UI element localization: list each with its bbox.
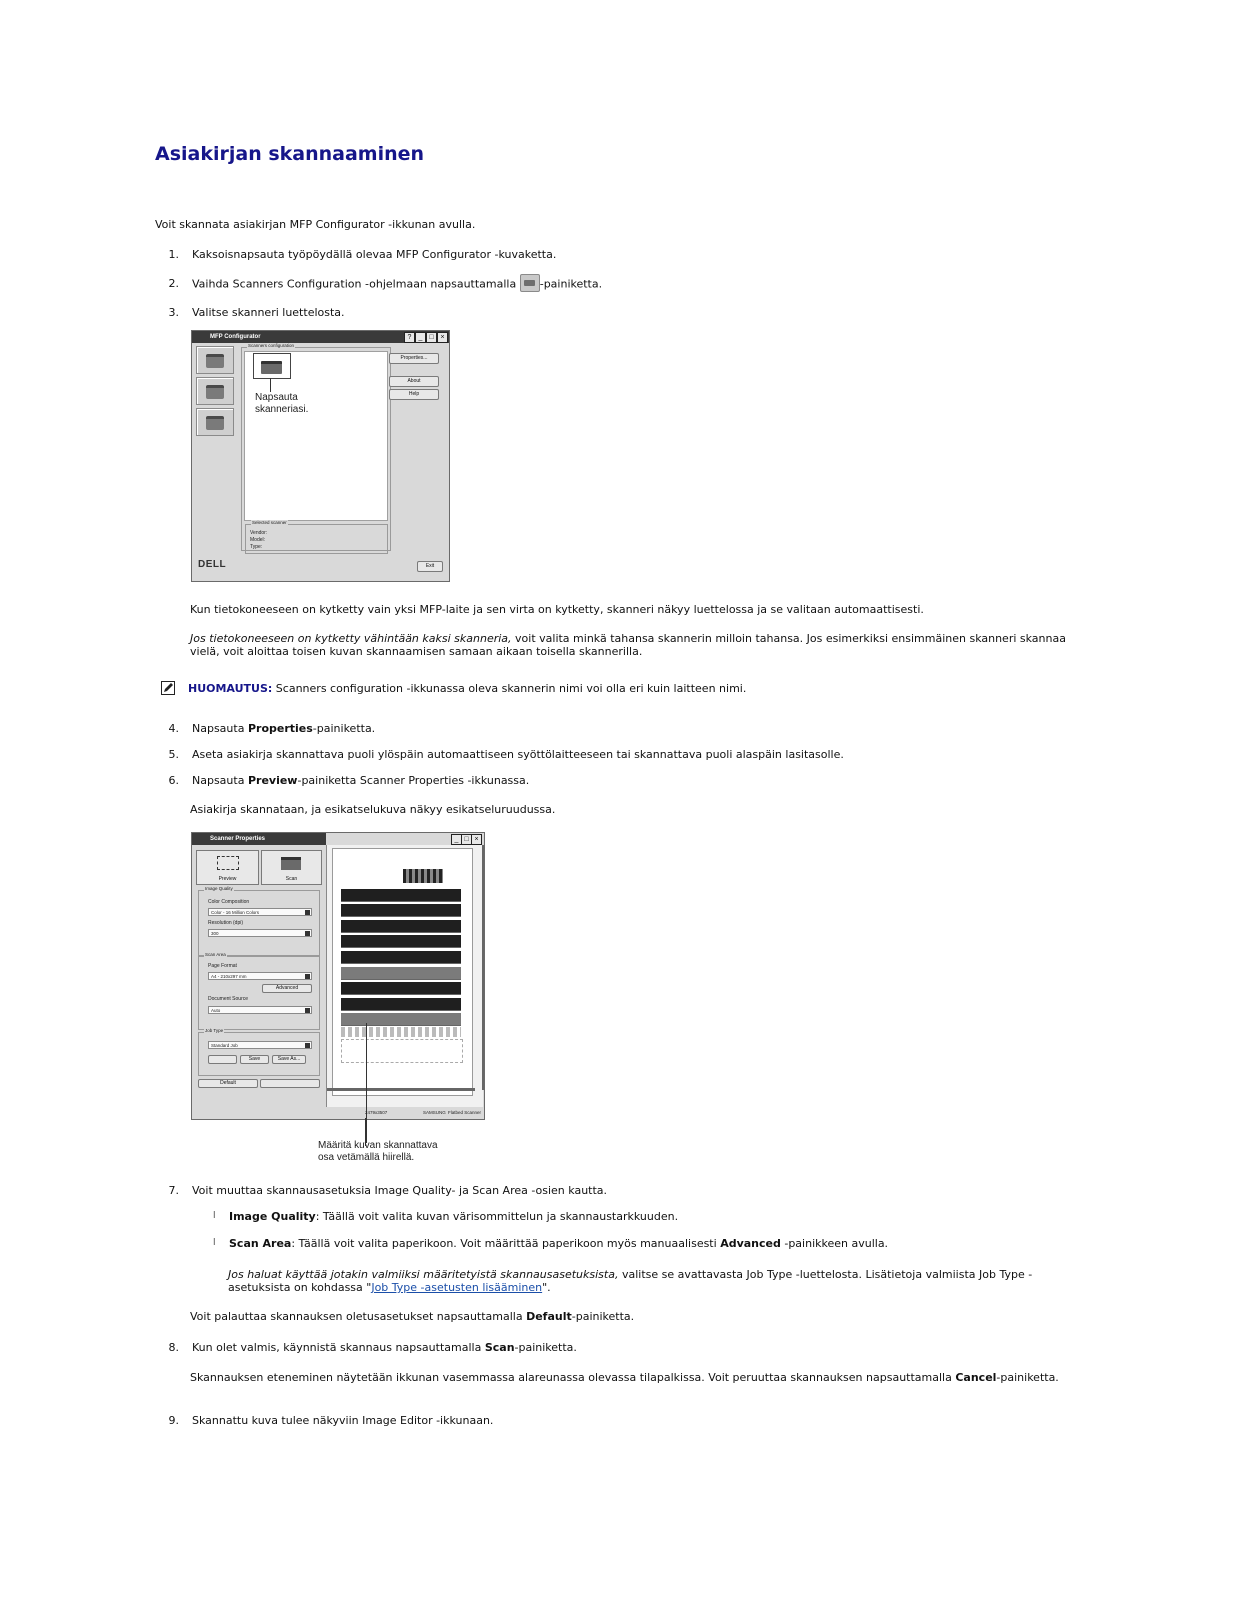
preview-page	[332, 848, 473, 1096]
step-7-text: Voit muuttaa skannausasetuksia Image Quality- ja Scan Area -osien kautta.	[192, 1184, 608, 1197]
step-6-paragraph: Asiakirja skannataan, ja esikatselukuva näkyy esikatseluruudussa.	[190, 803, 556, 816]
step-2-text	[192, 277, 602, 292]
preview-color-blocks	[403, 869, 443, 883]
chevron-down-icon	[305, 1008, 310, 1013]
note-text	[188, 682, 746, 695]
plain-text: Skannauksen eteneminen näytetään ikkunan vasemmassa alareunassa olevassa tilapalkissa. Voit peruuttaa skannauksen napsauttamalla	[190, 1371, 956, 1384]
step-8-text	[192, 1341, 577, 1354]
italic-text: Jos tietokoneeseen on kytketty vähintään kaksi skanneria,	[190, 632, 512, 645]
job-type-settings-link[interactable]: Job Type -asetusten lisääminen	[371, 1281, 543, 1294]
fax-config-button	[196, 408, 234, 436]
step-number: 7.	[168, 1184, 179, 1197]
scan-callout-line-1: Määritä kuvan skannattava	[318, 1140, 438, 1151]
preview-icon	[217, 856, 239, 870]
dropdown-value: Auto	[211, 1008, 221, 1013]
step-8-paragraph	[190, 1371, 1060, 1384]
chevron-down-icon	[305, 910, 310, 915]
group-title: Job Type	[205, 1028, 224, 1033]
callout-line-1: Napsauta	[255, 392, 298, 403]
intro-text: Voit skannata asiakirjan MFP Configurator -ikkunan avulla.	[155, 218, 476, 231]
bold-text: Scan Area	[229, 1237, 292, 1250]
resolution-label: Resolution (dpi)	[208, 920, 244, 926]
italic-text: Jos haluat käyttää jotakin valmiiksi määritetyistä skannausasetuksista,	[228, 1268, 619, 1281]
page-format-label: Page Format	[208, 963, 237, 969]
document-source-label: Document Source	[208, 996, 249, 1002]
plain-text: -painikkeen avulla.	[780, 1237, 889, 1250]
step-2-text-b: -painiketta.	[539, 277, 603, 291]
step-2-text-a: Vaihda Scanners Configuration -ohjelmaan napsauttamalla	[192, 277, 520, 291]
dropdown-value: Color - 16 Million Colors	[211, 910, 260, 915]
step-4-text	[192, 722, 375, 735]
plain-text: : Täällä voit valita kuvan värisommittelun ja skannaustarkkuuden.	[315, 1210, 679, 1223]
resolution-dropdown	[208, 929, 312, 937]
mfp-title-bar: MFP Configurator	[192, 331, 449, 343]
save-button: Save	[240, 1055, 269, 1064]
plain-text: -painiketta.	[514, 1341, 577, 1354]
scan-icon	[281, 857, 301, 870]
maximize-icon: □	[426, 332, 437, 343]
step-number: 2.	[168, 277, 179, 290]
page-format-dropdown	[208, 972, 312, 980]
bold-text: Default	[526, 1310, 572, 1323]
document-source-dropdown	[208, 1006, 312, 1014]
delete-job-button	[208, 1055, 237, 1064]
bold-text: Advanced	[720, 1237, 781, 1250]
close-icon: ×	[471, 834, 482, 845]
group-title: Image Quality	[205, 886, 233, 891]
selected-scanner-group	[245, 520, 388, 554]
bullet-icon: l	[213, 1211, 216, 1221]
scan-button: Scan	[261, 850, 322, 885]
default-button: Default	[198, 1079, 258, 1088]
exit-button: Exit	[417, 561, 443, 572]
group-title: Scanners configuration	[248, 343, 295, 348]
mfp-configurator-screenshot	[191, 330, 450, 582]
scanner-config-button	[196, 377, 234, 405]
plain-text: Napsauta	[192, 774, 248, 787]
group-title: Scan Area	[205, 952, 226, 957]
scan-callout-line-2: osa vetämällä hiirellä.	[318, 1152, 415, 1163]
save-as-button: Save As...	[272, 1055, 306, 1064]
bold-text: Scan	[484, 1341, 515, 1354]
step-3-paragraph-1: Kun tietokoneeseen on kytketty vain yksi MFP-laite ja sen virta on kytketty, skanneri näkyy luettelossa ja se valitaan automaattisesti.	[190, 603, 924, 616]
step-7-bullet-2	[229, 1237, 888, 1250]
scroll-edge	[327, 1088, 475, 1091]
step-1-text: Kaksoisnapsauta työpöydällä olevaa MFP Configurator -kuvaketta.	[192, 248, 557, 261]
minimize-icon: _	[451, 834, 462, 845]
printer-config-button	[196, 346, 234, 374]
color-label: Color Composition	[208, 899, 250, 905]
step-number: 9.	[168, 1414, 179, 1427]
help-button: Help	[389, 389, 439, 400]
scanner-list-item	[253, 353, 291, 379]
step-number: 6.	[168, 774, 179, 787]
status-type: Flatbed Scanner	[448, 1110, 482, 1115]
plain-text: -painiketta Scanner Properties -ikkunassa.	[297, 774, 530, 787]
selection-frame	[341, 1039, 463, 1063]
properties-button: Properties...	[389, 353, 439, 364]
status-size: 2479x3507	[365, 1110, 388, 1115]
type-label: Type:	[250, 544, 263, 550]
step-7-default-text	[190, 1310, 634, 1323]
plain-text: Kun olet valmis, käynnistä skannaus napsauttamalla	[192, 1341, 485, 1354]
chevron-down-icon	[305, 1043, 310, 1048]
bold-text: Preview	[247, 774, 298, 787]
pencil-note-icon	[161, 681, 175, 695]
vendor-label: Vendor:	[250, 530, 268, 536]
plain-text: Voit palauttaa skannauksen oletusasetukset napsauttamalla	[190, 1310, 527, 1323]
plain-text: valitse se avattavasta Job Type -luettelosta. Lisätietoja valmiista Job Type -asetuksista on kohdassa "	[228, 1268, 1033, 1294]
dropdown-value: 300	[211, 931, 219, 936]
scanner-toolbar-icon	[520, 274, 540, 292]
bold-text: Cancel	[955, 1371, 997, 1384]
color-dropdown	[208, 908, 312, 916]
minimize-icon: _	[415, 332, 426, 343]
bold-text: Properties	[247, 722, 313, 735]
note-label: HUOMAUTUS:	[188, 682, 273, 695]
plain-text: -painiketta.	[996, 1371, 1059, 1384]
scanner-properties-screenshot	[191, 832, 485, 1120]
step-number: 3.	[168, 306, 179, 319]
step-5-text: Aseta asiakirja skannattava puoli ylöspäin automaattiseen syöttölaitteeseen tai skannattava puoli alaspäin lasitasolle.	[192, 748, 844, 761]
step-9-text: Skannattu kuva tulee näkyviin Image Editor -ikkunaan.	[192, 1414, 494, 1427]
step-7-paragraph	[228, 1268, 1078, 1294]
cancel-button	[260, 1079, 320, 1088]
page-title: Asiakirjan skannaaminen	[155, 143, 425, 165]
plain-text: -painiketta.	[312, 722, 376, 735]
scroll-edge-right	[482, 845, 484, 1090]
status-brand: SAMSUNG	[423, 1110, 446, 1115]
scanner-icon	[261, 361, 282, 374]
note-body: Scanners configuration -ikkunassa oleva skannerin nimi voi olla eri kuin laitteen nimi.	[272, 682, 747, 695]
plain-text: voit valita minkä tahansa skannerin milloin tahansa. Jos esimerkiksi ensimmäinen skanneri skannaa vielä, voit aloittaa toisen kuvan skannaamisen samaan aikaan toisella skannerilla.	[190, 632, 1066, 658]
step-6-text	[192, 774, 529, 787]
about-button: About	[389, 376, 439, 387]
chevron-down-icon	[305, 974, 310, 979]
scanner-title-bar: Scanner Properties	[192, 833, 326, 845]
plain-text: : Täällä voit valita paperikoon. Voit määrittää paperikoon myös manuaalisesti	[291, 1237, 721, 1250]
model-label: Model:	[250, 537, 266, 543]
dell-logo: DELL	[198, 559, 227, 570]
step-number: 5.	[168, 748, 179, 761]
step-number: 4.	[168, 722, 179, 735]
dropdown-value: A4 - 210x297 mm	[211, 974, 247, 979]
callout-line	[366, 1023, 367, 1143]
callout-line-2: skanneriasi.	[255, 404, 309, 415]
close-icon: ×	[437, 332, 448, 343]
maximize-icon: □	[461, 834, 472, 845]
plain-text: -painiketta.	[571, 1310, 635, 1323]
step-number: 1.	[168, 248, 179, 261]
chevron-down-icon	[305, 931, 310, 936]
group-title: Selected scanner	[252, 520, 287, 525]
step-3-paragraph-2	[190, 632, 1075, 658]
bold-text: Image Quality	[229, 1210, 316, 1223]
plain-text: ".	[542, 1281, 551, 1294]
step-3-text: Valitse skanneri luettelosta.	[192, 306, 345, 319]
dropdown-value: Standard Job	[211, 1043, 238, 1048]
plain-text: Napsauta	[192, 722, 248, 735]
callout-line	[270, 378, 271, 392]
bullet-icon: l	[213, 1238, 216, 1248]
job-type-group	[198, 1028, 320, 1076]
job-type-dropdown	[208, 1041, 312, 1049]
step-number: 8.	[168, 1341, 179, 1354]
preview-button: Preview	[196, 850, 259, 885]
step-7-bullet-1	[229, 1210, 678, 1223]
help-icon: ?	[404, 332, 415, 343]
preview-scanned-content	[341, 889, 461, 1037]
advanced-button: Advanced	[262, 984, 312, 993]
